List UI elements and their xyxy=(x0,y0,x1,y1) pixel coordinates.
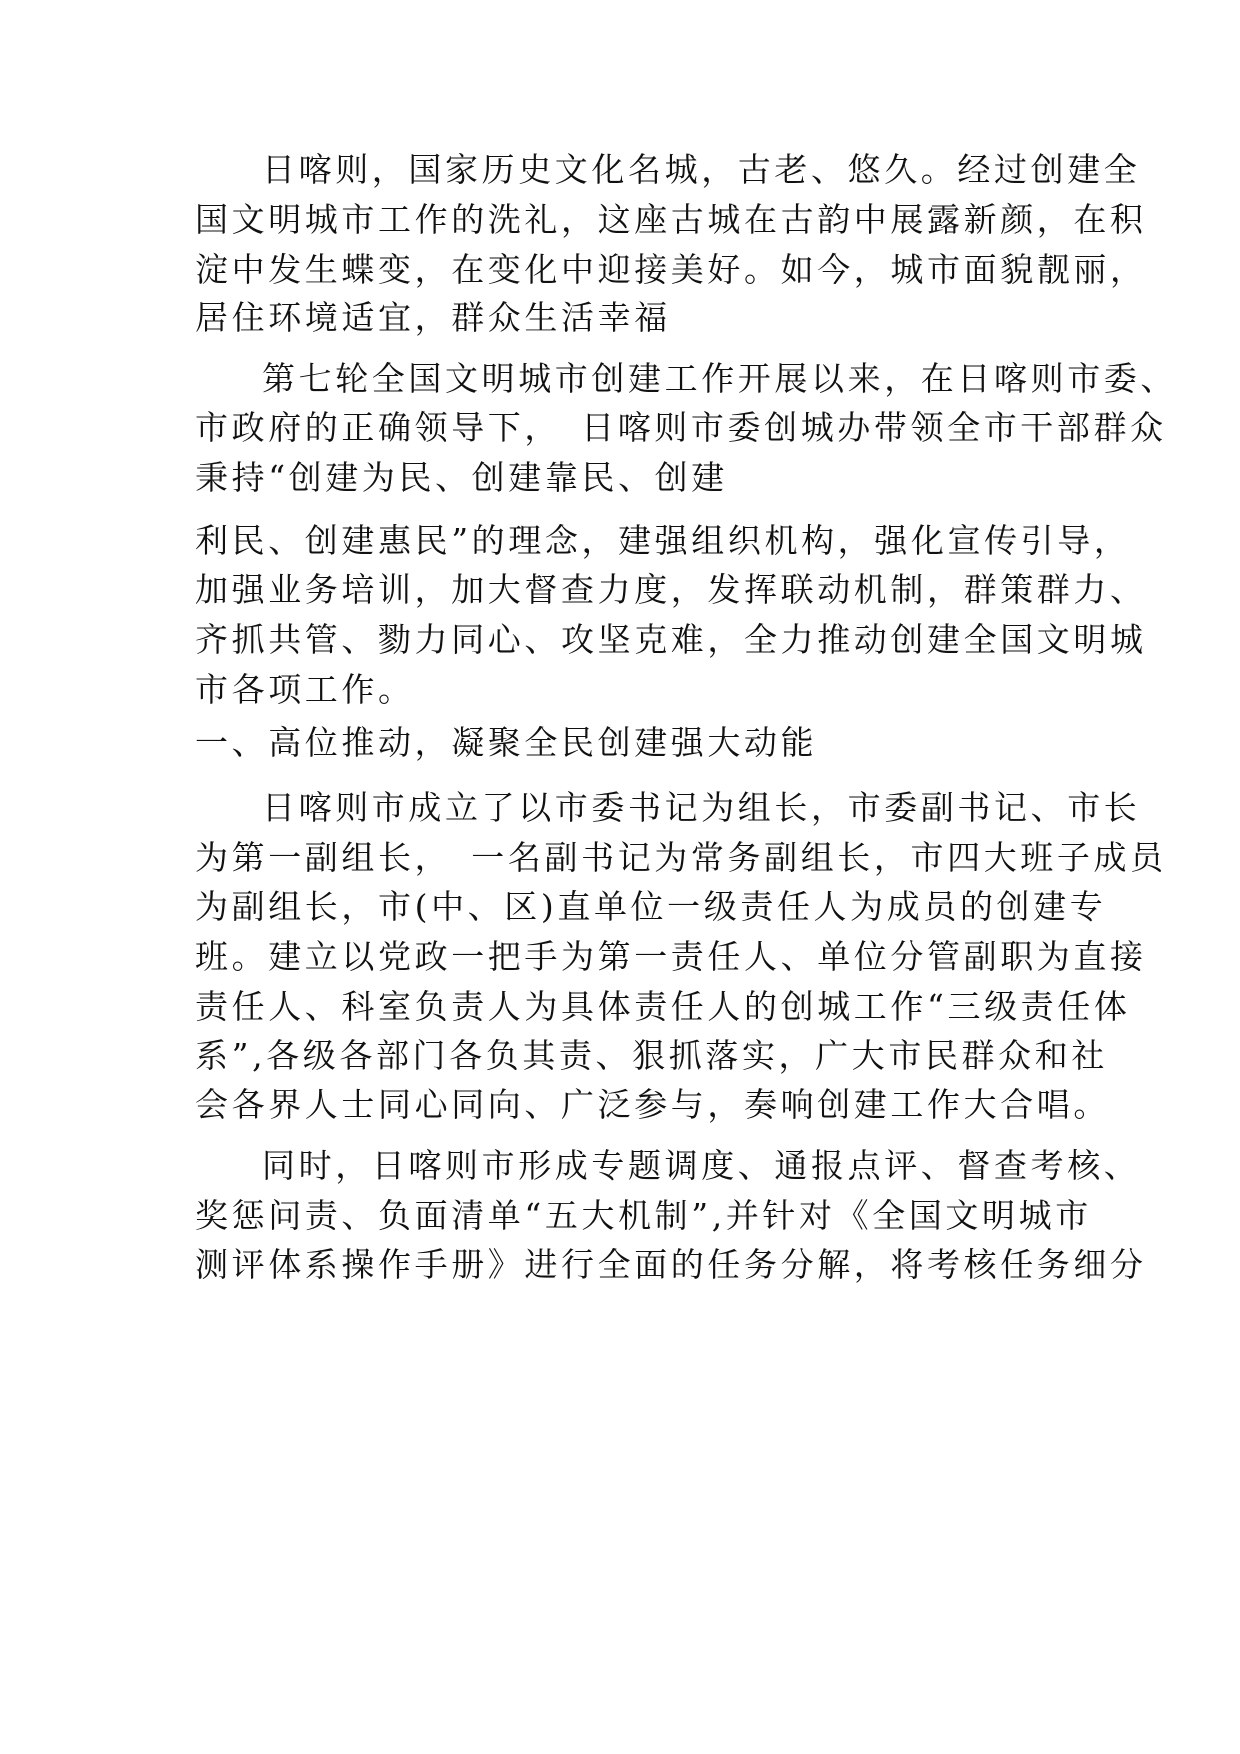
text-line: 国文明城市工作的洗礼，这座古城在古韵中展露新颜，在积 xyxy=(195,200,1147,239)
text-line: 居住环境适宜，群众生活幸福 xyxy=(195,298,671,337)
text-line: 会各界人士同心同向、广泛参与，奏响创建工作大合唱。 xyxy=(195,1085,1110,1124)
text-line: 为第一副组长， 一名副书记为常务副组长，市四大班子成员 xyxy=(195,838,1167,877)
text-line: 班。建立以党政一把手为第一责任人、单位分管副职为直接 xyxy=(195,937,1147,976)
text-line: 系”,各级各部门各负其责、狠抓落实，广大市民群众和社 xyxy=(195,1036,1108,1075)
text-line: 第七轮全国文明城市创建工作开展以来，在日喀则市委、 xyxy=(262,359,1177,398)
text-line: 日喀则，国家历史文化名城，古老、悠久。经过创建全 xyxy=(262,150,1141,189)
section-heading: 一、高位推动，凝聚全民创建强大动能 xyxy=(195,723,818,762)
text-line: 为副组长，市(中、区)直单位一级责任人为成员的创建专 xyxy=(195,887,1107,926)
text-line: 责任人、科室负责人为具体责任人的创城工作“三级责任体 xyxy=(195,987,1131,1026)
text-line: 市各项工作。 xyxy=(195,670,415,709)
text-line: 奖惩问责、负面清单“五大机制”,并针对《全国文明城市 xyxy=(195,1196,1092,1235)
text-line: 秉持“创建为民、创建靠民、创建 xyxy=(195,458,728,497)
text-line: 测评体系操作手册》进行全面的任务分解，将考核任务细分 xyxy=(195,1245,1147,1284)
text-line: 齐抓共管、勠力同心、攻坚克难，全力推动创建全国文明城 xyxy=(195,620,1147,659)
text-line: 淀中发生蝶变，在变化中迎接美好。如今，城市面貌靓丽， xyxy=(195,250,1147,289)
text-line: 加强业务培训，加大督查力度，发挥联动机制，群策群力、 xyxy=(195,570,1147,609)
text-line: 市政府的正确领导下， 日喀则市委创城办带领全市干部群众 xyxy=(195,408,1167,447)
text-line: 利民、创建惠民”的理念，建强组织机构，强化宣传引导， xyxy=(195,521,1131,560)
text-line: 同时，日喀则市形成专题调度、通报点评、督查考核、 xyxy=(262,1146,1141,1185)
text-line: 日喀则市成立了以市委书记为组长，市委副书记、市长 xyxy=(262,788,1141,827)
